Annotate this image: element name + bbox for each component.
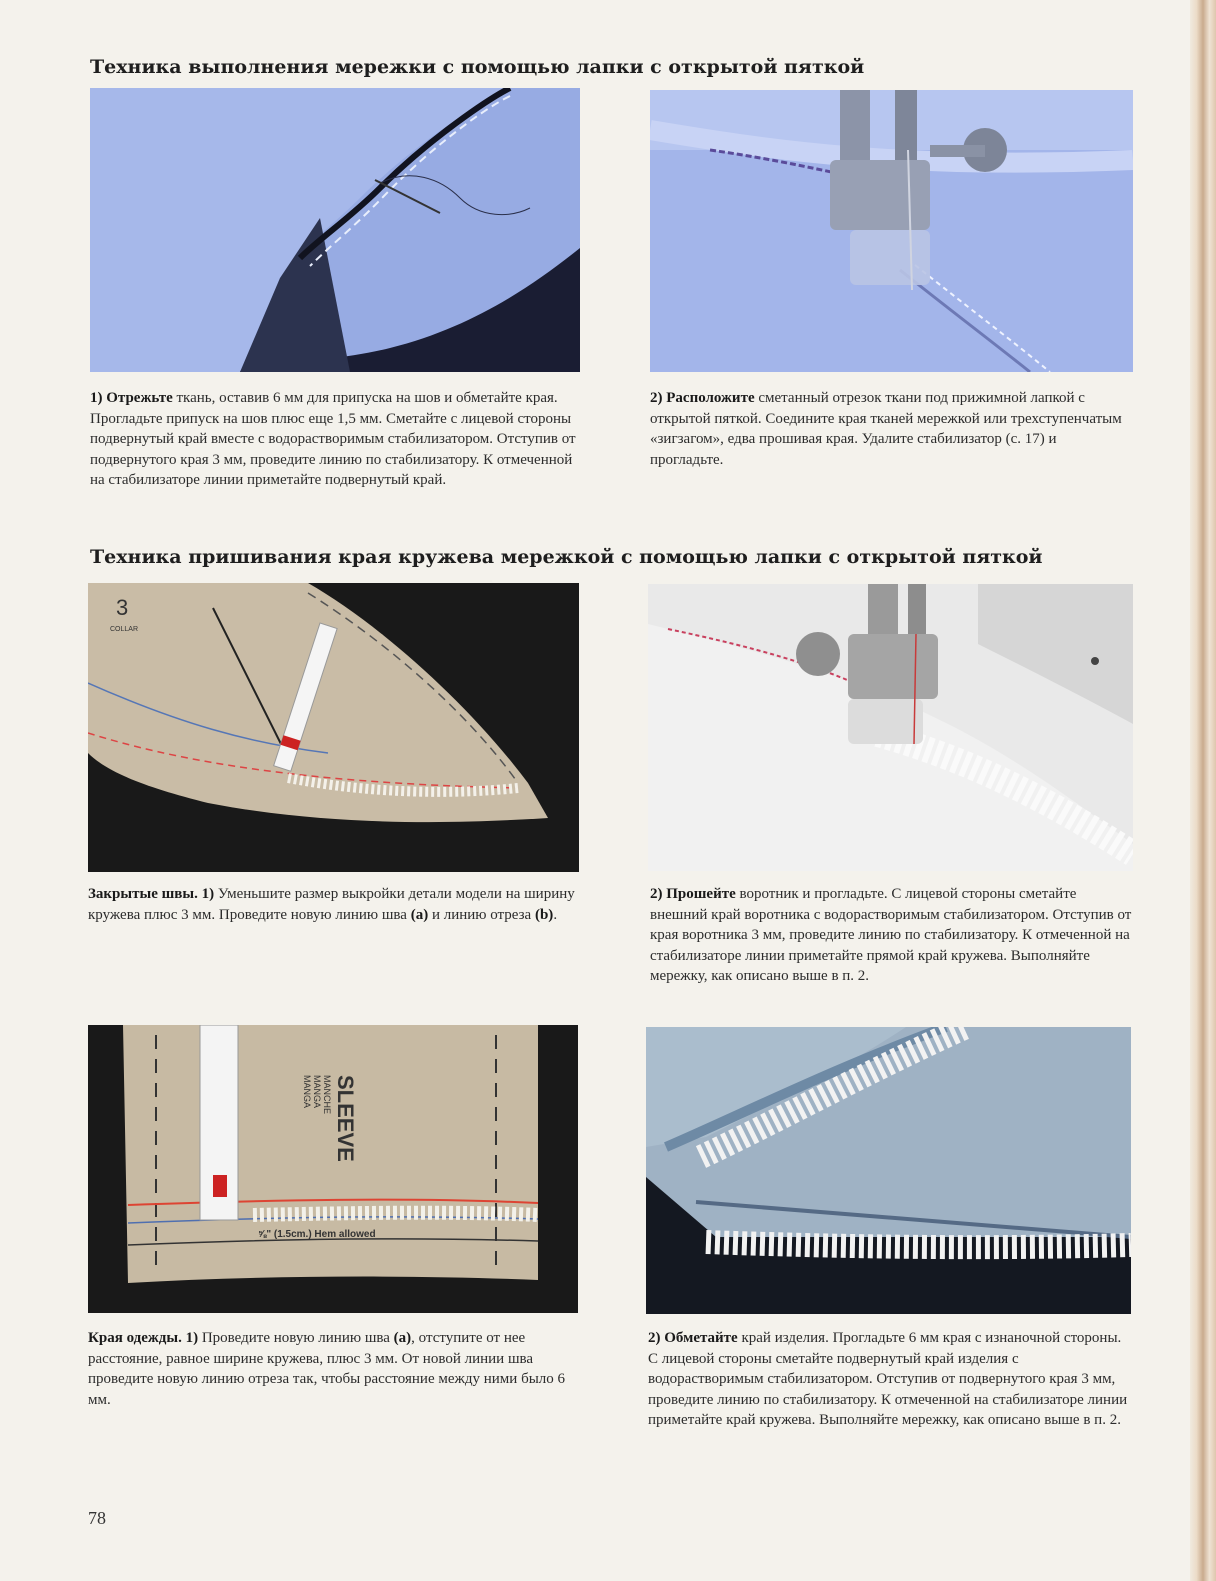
caption-lead: 2) Прошейте	[650, 886, 736, 902]
caption-text: ткань, оставив 6 мм для припуска на шов и обметайте края. Прогладьте припуск на шов плюс еще 1,5 мм. Сметайте с лицевой стороны подвернутый край вместе с водорастворимым стабилизатором. Отступив от подвернутого края 3 мм, проведите линию по стабилизатору. К отмеченной на стабилизаторе линии приметайте подвернутый край.	[90, 390, 576, 488]
photo-open-toe-foot-blue	[650, 90, 1133, 372]
caption-text: край изделия. Прогладьте 6 мм края с изнаночной стороны. С лицевой стороны сметайте подвернутый край изделия с водорастворимым стабилизатором. Отступив от подвернутого края 3 мм, проведите линию по стабилизатору. К отмеченной на стабилизаторе линии приметайте край кружева. Выполняйте мережку, как описано выше в п. 2.	[648, 1330, 1128, 1428]
caption-step2-sew-collar	[650, 884, 1133, 987]
caption-text: Уменьшите размер выкройки детали модели на ширину кружева плюс 3 мм. Проведите новую линию шва	[88, 886, 575, 923]
caption-text: , отступите от нее расстояние, равное ширине кружева, плюс 3 мм. От новой линии шва проведите новую линию отреза так, чтобы расстояние между ними было 6 мм.	[88, 1330, 566, 1408]
sleeve-pattern-title: SLEEVE	[333, 1075, 358, 1162]
collar-pattern-tag: COLLAR	[110, 626, 139, 633]
caption-lead: 2) Обметайте	[648, 1330, 738, 1346]
caption-step1-cut	[90, 388, 580, 491]
hem-allowance-label: ⅝" (1.5cm.) Hem allowed	[258, 1229, 376, 1240]
photo-open-toe-foot-lace	[648, 584, 1133, 871]
caption-mark-b: (b)	[534, 906, 554, 923]
caption-step2-overcast	[648, 1328, 1133, 1431]
photo-finished-lace-edge	[646, 1027, 1131, 1314]
caption-text: воротник и прогладьте. С лицевой стороны сметайте внешний край воротника с водорастворимым стабилизатором. Отступив от края воротника 3 мм, проведите линию по стабилизатору. К отмеченной на стабилизаторе линии приметайте прямой край кружева. Выполняйте мережку, как описано выше в п. 2.	[650, 886, 1132, 984]
page-number: 78	[88, 1508, 106, 1528]
caption-text: Проведите новую линию шва	[198, 1330, 394, 1346]
section-heading-lace-edge: Техника пришивания края кружева мережкой с помощью лапки с открытой пяткой	[90, 546, 1043, 568]
caption-garment-edges	[88, 1328, 578, 1410]
photo-sleeve-pattern	[88, 1025, 578, 1313]
caption-text: и линию отреза	[428, 906, 535, 923]
caption-lead: 2) Расположите	[650, 390, 755, 406]
photo-folded-edge-basted	[90, 88, 580, 372]
caption-mark-a: (a)	[393, 1330, 412, 1346]
sleeve-pattern-sub2: MANGA	[312, 1075, 322, 1109]
caption-step2-position	[650, 388, 1133, 470]
caption-closed-seams	[88, 884, 579, 925]
caption-mark-a: (a)	[410, 906, 429, 923]
caption-lead: Края одежды. 1)	[88, 1330, 199, 1346]
sleeve-pattern-sub3: MANGA	[302, 1075, 312, 1109]
photo-collar-pattern	[88, 583, 579, 872]
page-edge-shadow	[1190, 0, 1216, 1581]
caption-lead: Закрытые швы. 1)	[88, 886, 215, 902]
collar-pattern-number: 3	[116, 595, 129, 620]
sleeve-pattern-sub1: MANCHE	[322, 1075, 332, 1115]
section-heading-ladder-stitch: Техника выполнения мережки с помощью лапки с открытой пяткой	[90, 56, 865, 78]
caption-text: сметанный отрезок ткани под прижимной лапкой с открытой пяткой. Соедините края тканей мережкой или трехступенчатым «зигзагом», едва прошивая края. Удалите стабилизатор (с. 17) и прогладьте.	[650, 390, 1122, 468]
caption-text: .	[553, 906, 558, 923]
caption-lead: 1) Отрежьте	[90, 390, 173, 406]
